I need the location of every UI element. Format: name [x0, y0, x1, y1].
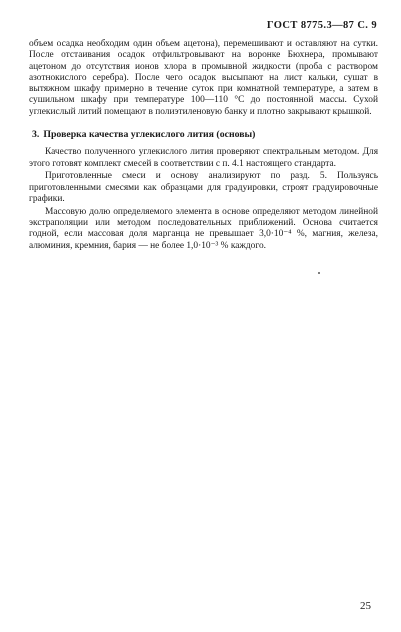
- section-heading: [29, 129, 378, 140]
- paragraph-continuation: объем осадка необходим один объем ацетона), перемешивают и оставляют на сутки. После отстаивания осадок отфильтровывают на воронке Бюхнера, промывают ацетоном до отсутствия ионов хлора в промывной жидкости (проба с раствором азотнокислого серебра). После чего осадок высыпают на лист кальки, сушат в вытяжном шкафу примерно в течение суток при комнатной температуре, а затем в сушильном шкафу при температуре 100—110 °С до постоянной массы. Сухой углекислый литий помещают в полиэтиленовую банку и плотно закрывают крышкой.: [29, 39, 378, 117]
- page-body: [29, 39, 378, 252]
- section-number: 3.: [32, 129, 40, 141]
- paragraph: Массовую долю определяемого элемента в основе определяют методом линейной экстраполяции или методом последовательных приближений. Основа считается годной, если массовая доля марганца не превышает 3,0·10⁻⁴ %, магния, железа, алюминия, кремния, бария — не более 1,0·10⁻³ % каждого.: [29, 206, 378, 251]
- paragraph: Качество полученного углекислого лития проверяют спектральным методом. Для этого готовят комплект смесей в соответствии с п. 4.1 настоящего стандарта.: [29, 147, 378, 169]
- page-number: 25: [360, 600, 371, 612]
- section-title: Проверка качества углекислого лития (основы): [43, 129, 256, 141]
- scan-speck: [318, 272, 320, 274]
- paragraph: Приготовленные смеси и основу анализируют по разд. 5. Пользуясь приготовленными смесями как образцами для градуировки, строят градуировочные графики.: [29, 171, 378, 205]
- running-header: ГОСТ 8775.3—87 С. 9: [266, 20, 377, 31]
